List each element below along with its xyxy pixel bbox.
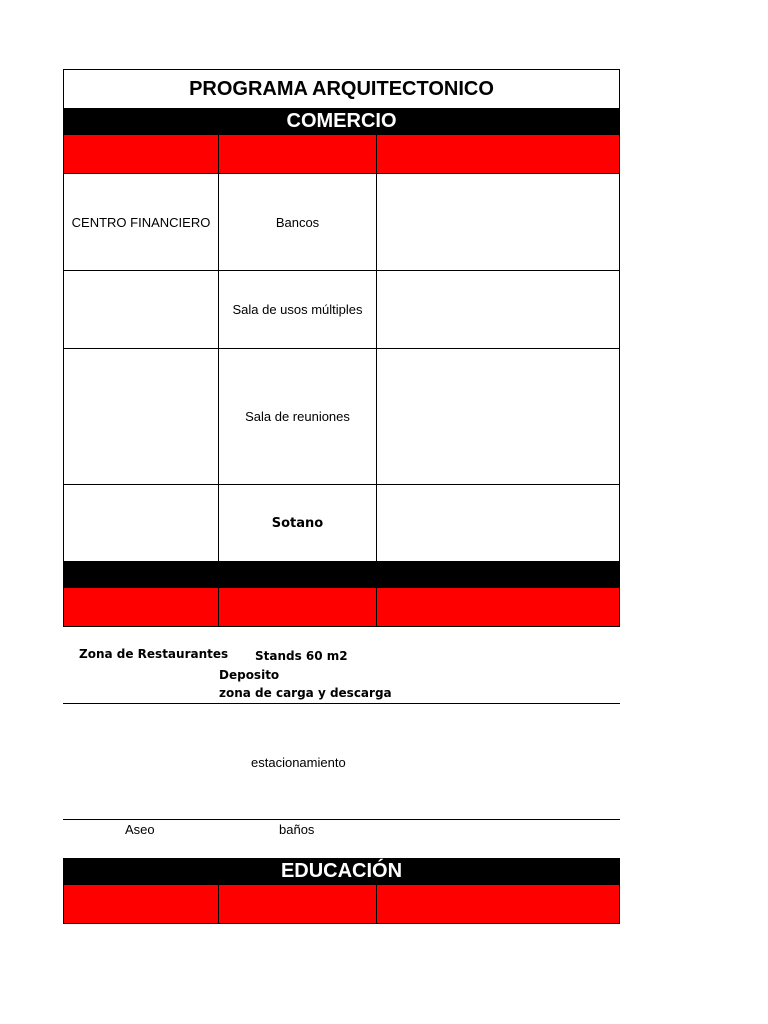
extra-cell [377,271,620,349]
column-header-row [63,134,620,174]
table-row [64,349,620,485]
comercio-table [63,173,620,562]
restaurantes-deposito: Deposito [219,668,280,682]
extra-cell [377,174,620,271]
aseo-space: baños [279,822,315,837]
restaurantes-category: Zona de Restaurantes [79,647,229,661]
title-text: PROGRAMA ARQUITECTONICO [189,77,494,100]
section-label-educacion: EDUCACIÓN [280,860,403,882]
category-cell: CENTRO FINANCIERO [64,174,219,271]
aseo-category: Aseo [125,822,155,837]
space-cell: Bancos [219,174,377,271]
column-header-row [63,587,620,627]
restaurantes-stands: Stands 60 m2 [255,649,348,663]
divider [63,819,620,820]
restaurantes-carga: zona de carga y descarga [219,686,392,700]
divider [63,703,620,704]
section-bar [63,561,620,588]
column-header-cell [377,885,619,923]
space-cell: Sala de usos múltiples [219,271,377,349]
column-header-cell [64,885,219,923]
estacionamiento-label: estacionamiento [251,755,346,770]
table-row [64,485,620,562]
category-cell [64,485,219,562]
column-header-cell [219,135,377,173]
category-cell [64,271,219,349]
table-row [64,271,620,349]
space-cell: Sala de reuniones [219,349,377,485]
page-title [63,69,620,109]
column-header-cell [377,135,619,173]
column-header-cell [219,588,377,626]
section-label-comercio: COMERCIO [286,110,397,132]
section-header-educacion [63,858,620,885]
table-row [64,174,620,271]
category-cell [64,349,219,485]
column-header-cell [377,588,619,626]
space-cell: Sotano [219,485,377,562]
column-header-cell [64,135,219,173]
extra-cell [377,485,620,562]
column-header-cell [64,588,219,626]
column-header-cell [219,885,377,923]
extra-cell [377,349,620,485]
section-header-comercio [63,108,620,135]
column-header-row [63,884,620,924]
